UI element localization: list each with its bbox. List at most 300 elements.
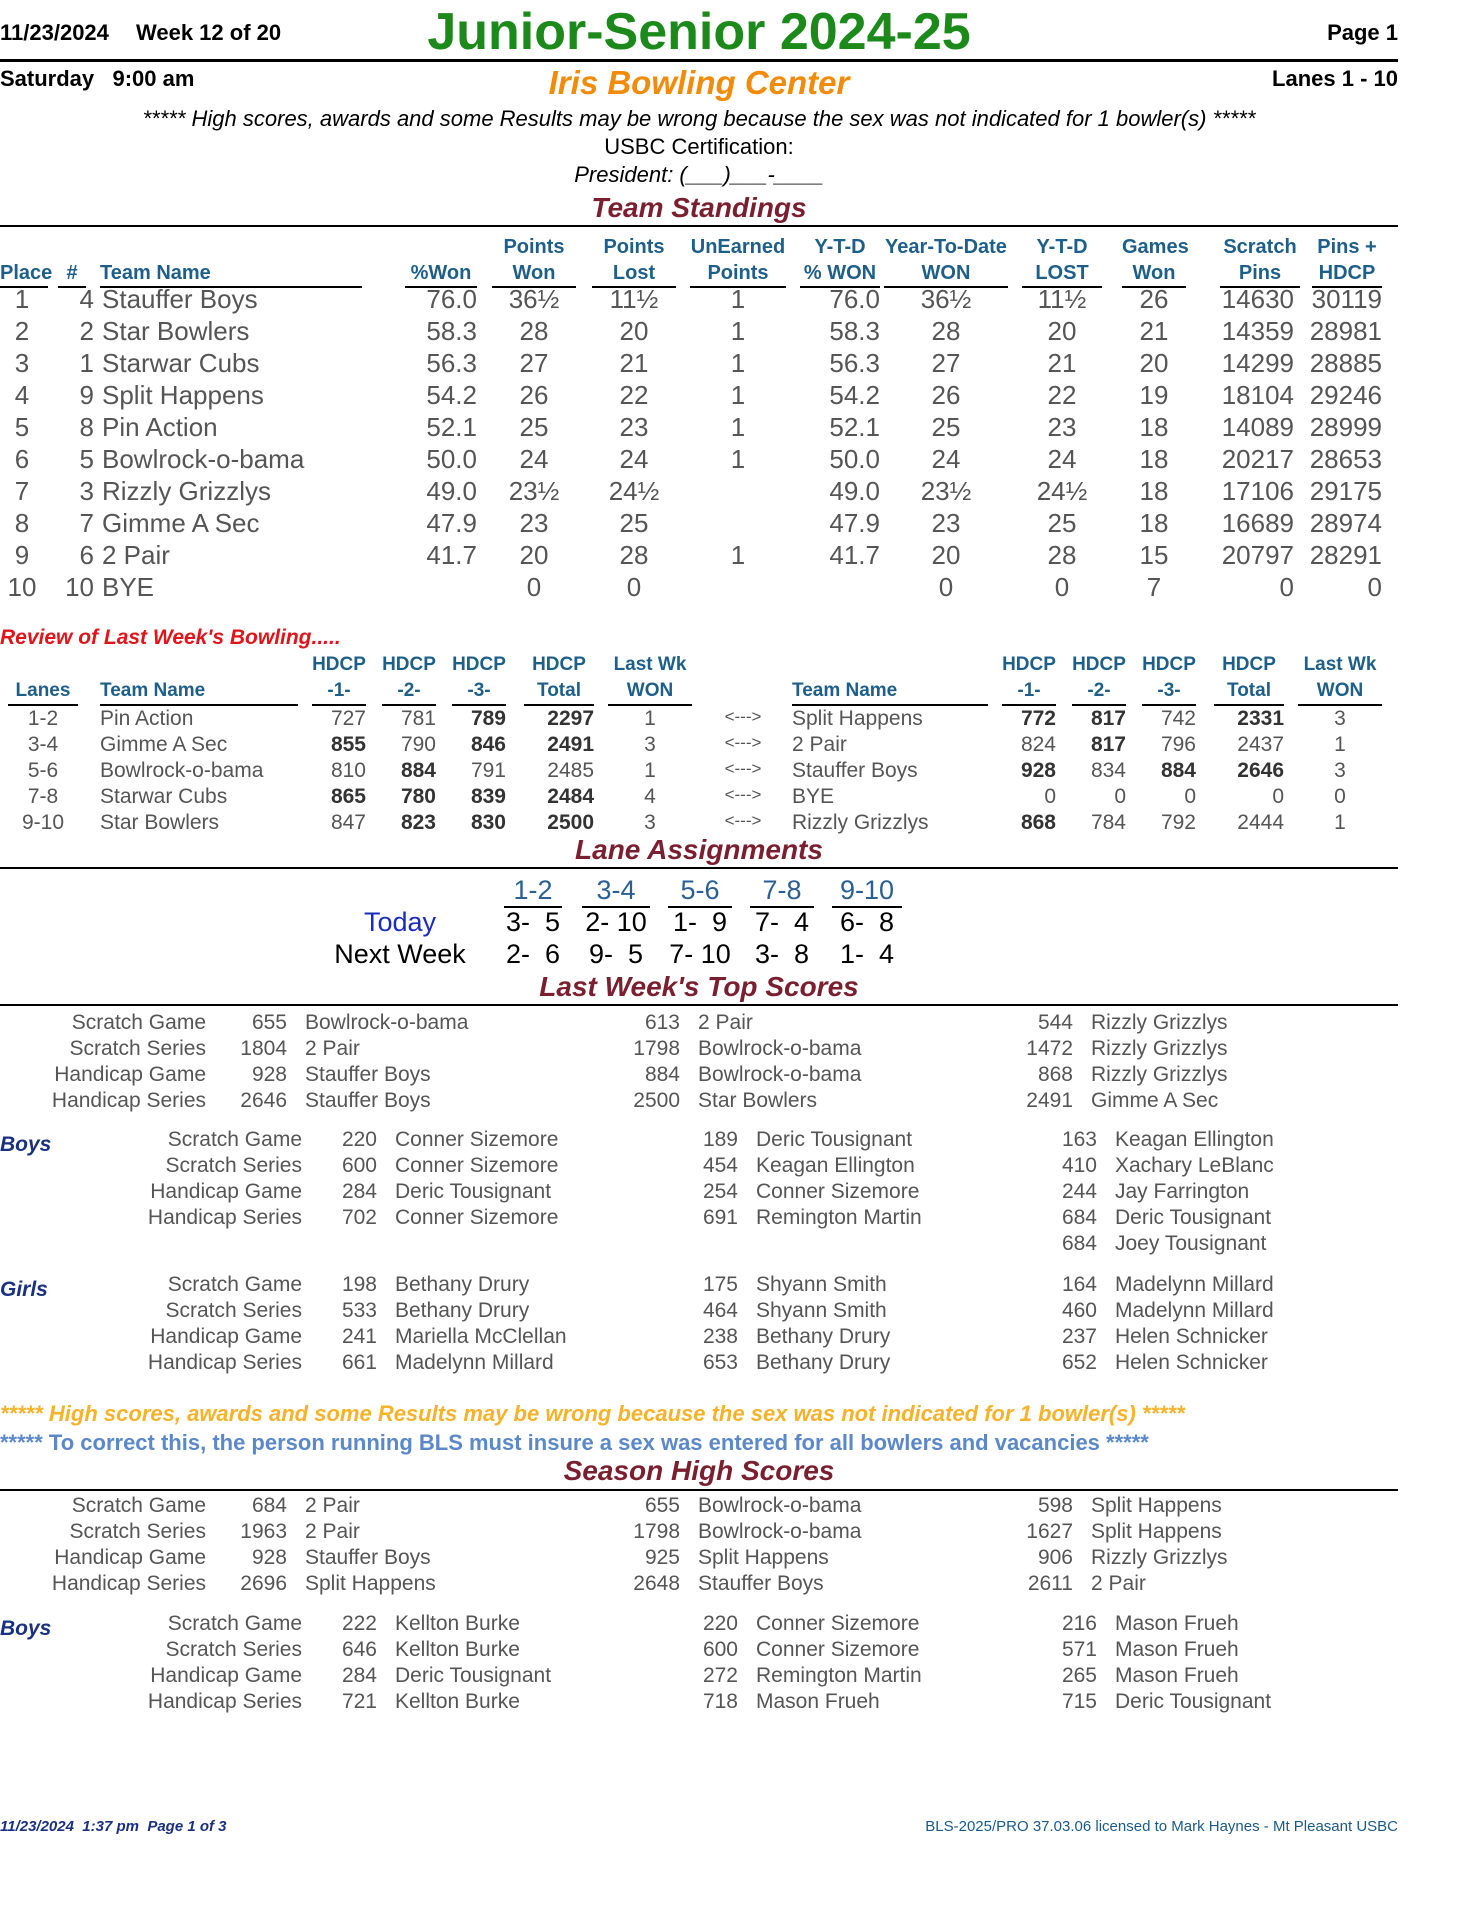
review-a-value: 4 <box>644 785 656 808</box>
col-team-name: Team Name <box>100 260 362 288</box>
review-team-a: Starwar Cubs <box>100 785 228 808</box>
standing-ytd-pct: 58.3 <box>829 316 880 346</box>
standing-place: 3 <box>14 348 30 378</box>
standing-team-name: Pin Action <box>102 412 218 442</box>
standing-pins-hdcp: 28981 <box>1309 316 1382 346</box>
review-b-value: 0 <box>1334 785 1346 808</box>
score-value: 702 <box>341 1206 377 1229</box>
standing-pct-won: 49.0 <box>426 476 477 506</box>
col-pins-hdcp: Pins + HDCP <box>1312 234 1382 288</box>
score-holder: Deric Tousignant <box>1115 1206 1272 1229</box>
review-team-a: Star Bowlers <box>100 811 220 834</box>
score-value: 163 <box>1061 1128 1097 1151</box>
season-high-title: Season High Scores <box>563 1455 835 1486</box>
lane-today-match: 1- 9 <box>672 907 728 937</box>
standing-games-won: 18 <box>1139 508 1169 538</box>
score-value: 454 <box>702 1154 738 1177</box>
score-holder: Madelynn Millard <box>395 1351 554 1374</box>
review-a-value: 2484 <box>547 785 594 808</box>
score-category: Scratch Game <box>71 1011 206 1034</box>
standing-pins-hdcp: 28974 <box>1309 508 1382 538</box>
review-b-value: 928 <box>1020 759 1056 782</box>
score-value: 220 <box>341 1128 377 1151</box>
standing-unearned: 1 <box>730 540 746 570</box>
rev-col-lanes: Lanes <box>8 678 78 706</box>
score-holder: Stauffer Boys <box>305 1063 431 1086</box>
standing-ytd-pct: 54.2 <box>829 380 880 410</box>
standing-scratch-pins: 0 <box>1279 572 1294 602</box>
lane-today-match: 2- 10 <box>585 907 647 937</box>
standing-ytd-lost: 28 <box>1047 540 1077 570</box>
standing-pct-won: 50.0 <box>426 444 477 474</box>
score-holder: Xachary LeBlanc <box>1115 1154 1274 1177</box>
score-value: 684 <box>1061 1232 1097 1255</box>
rev-col-b-g2: HDCP -2- <box>1072 652 1126 706</box>
lanes-range: Lanes 1 - 10 <box>1272 66 1398 91</box>
team-standings-title: Team Standings <box>591 192 807 223</box>
review-b-value: 824 <box>1020 733 1056 756</box>
score-value: 460 <box>1061 1299 1097 1322</box>
lane-pair-header: 5-6 <box>668 875 732 908</box>
standing-unearned: 1 <box>730 380 746 410</box>
standing-ytd-won: 0 <box>938 572 954 602</box>
score-value: 265 <box>1061 1664 1097 1687</box>
score-value: 533 <box>341 1299 377 1322</box>
standing-pins-hdcp: 28653 <box>1309 444 1382 474</box>
score-value: 684 <box>251 1494 287 1517</box>
score-value: 868 <box>1037 1063 1073 1086</box>
standing-place: 5 <box>14 412 30 442</box>
score-value: 598 <box>1037 1494 1073 1517</box>
season-boys-label: Boys <box>0 1617 52 1640</box>
top-scores-title: Last Week's Top Scores <box>539 971 859 1002</box>
standing-pins-hdcp: 28999 <box>1309 412 1382 442</box>
standing-points-lost: 21 <box>619 348 649 378</box>
review-a-value: 780 <box>400 785 436 808</box>
standing-ytd-lost: 24 <box>1047 444 1077 474</box>
lane-today-match: 7- 4 <box>754 907 810 937</box>
standing-team-name: Split Happens <box>102 380 264 410</box>
review-a-value: 791 <box>470 759 506 782</box>
report-date: 11/23/2024 <box>0 20 109 45</box>
review-a-value: 781 <box>400 707 436 730</box>
score-value: 718 <box>702 1690 738 1713</box>
score-holder: Rizzly Grizzlys <box>1091 1063 1228 1086</box>
review-vs-arrow: <---> <box>724 785 762 804</box>
lane-assignments-title: Lane Assignments <box>575 834 823 865</box>
rev-col-b-g1: HDCP -1- <box>1002 652 1056 706</box>
footer-timestamp: 11/23/2024 1:37 pm Page 1 of 3 <box>0 1818 227 1835</box>
score-holder: Jay Farrington <box>1115 1180 1250 1203</box>
score-value: 284 <box>341 1180 377 1203</box>
standing-ytd-won: 27 <box>931 348 961 378</box>
score-value: 464 <box>702 1299 738 1322</box>
score-holder: Joey Tousignant <box>1115 1232 1267 1255</box>
review-a-value: 847 <box>330 811 366 834</box>
standing-pins-hdcp: 30119 <box>1311 284 1382 314</box>
review-a-value: 839 <box>470 785 506 808</box>
footer-license: BLS-2025/PRO 37.03.06 licensed to Mark Haynes - Mt Pleasant USBC <box>925 1818 1398 1835</box>
standing-scratch-pins: 14299 <box>1221 348 1294 378</box>
standing-scratch-pins: 17106 <box>1221 476 1294 506</box>
review-title: Review of Last Week's Bowling..... <box>0 626 341 649</box>
standing-ytd-pct: 47.9 <box>829 508 880 538</box>
score-value: 600 <box>702 1638 738 1661</box>
score-holder: Rizzly Grizzlys <box>1091 1011 1228 1034</box>
standing-team-name: Bowlrock-o-bama <box>102 444 305 474</box>
score-holder: Kellton Burke <box>395 1638 520 1661</box>
score-value: 272 <box>702 1664 738 1687</box>
standing-games-won: 15 <box>1139 540 1169 570</box>
standing-team-number: 10 <box>65 572 94 602</box>
standing-points-lost: 20 <box>619 316 649 346</box>
lane-pair-header: 3-4 <box>582 875 650 908</box>
standing-ytd-pct: 76.0 <box>829 284 880 314</box>
review-a-value: 830 <box>470 811 506 834</box>
lane-next-match: 7- 10 <box>669 939 731 969</box>
top-girls-label: Girls <box>0 1278 48 1301</box>
review-lanes: 3-4 <box>27 733 59 756</box>
review-b-value: 884 <box>1160 759 1196 782</box>
score-category: Handicap Game <box>150 1180 302 1203</box>
score-value: 2646 <box>240 1089 287 1112</box>
review-a-value: 2491 <box>547 733 594 756</box>
standing-points-lost: 11½ <box>609 284 659 314</box>
standing-ytd-won: 23½ <box>920 476 972 506</box>
lane-next-match: 2- 6 <box>505 939 561 969</box>
standing-place: 1 <box>14 284 30 314</box>
score-category: Handicap Series <box>51 1089 206 1112</box>
score-category: Handicap Series <box>51 1572 206 1595</box>
score-holder: Mason Frueh <box>1115 1664 1239 1687</box>
standing-ytd-won: 25 <box>931 412 961 442</box>
score-category: Handicap Game <box>150 1325 302 1348</box>
standing-points-won: 28 <box>519 316 549 346</box>
score-holder: Rizzly Grizzlys <box>1091 1546 1228 1569</box>
col-pct-won: %Won <box>405 260 477 288</box>
rev-col-b-g3: HDCP -3- <box>1142 652 1196 706</box>
score-holder: Rizzly Grizzlys <box>1091 1037 1228 1060</box>
standing-team-number: 9 <box>79 380 94 410</box>
rev-col-b-won: Last Wk WON <box>1298 652 1382 706</box>
standing-team-number: 3 <box>79 476 94 506</box>
score-value: 1798 <box>633 1520 680 1543</box>
standing-pct-won: 58.3 <box>426 316 477 346</box>
review-team-a: Gimme A Sec <box>100 733 228 756</box>
review-a-value: 2485 <box>547 759 594 782</box>
standing-points-won: 27 <box>519 348 549 378</box>
review-a-value: 1 <box>644 707 656 730</box>
score-category: Handicap Game <box>54 1546 206 1569</box>
standing-pins-hdcp: 28885 <box>1309 348 1382 378</box>
standing-points-won: 20 <box>519 540 549 570</box>
standing-unearned: 1 <box>730 284 746 314</box>
score-holder: Star Bowlers <box>698 1089 818 1112</box>
score-holder: Split Happens <box>698 1546 829 1569</box>
lane-today-match: 3- 5 <box>505 907 561 937</box>
score-holder: Deric Tousignant <box>395 1664 552 1687</box>
standing-team-name: BYE <box>102 572 155 602</box>
score-holder: Keagan Ellington <box>1115 1128 1274 1151</box>
review-vs-arrow: <---> <box>724 707 762 726</box>
lane-next-match: 1- 4 <box>839 939 895 969</box>
review-a-value: 1 <box>644 759 656 782</box>
score-category: Handicap Series <box>147 1690 302 1713</box>
standing-scratch-pins: 18104 <box>1221 380 1294 410</box>
score-holder: Conner Sizemore <box>395 1206 559 1229</box>
score-value: 410 <box>1061 1154 1097 1177</box>
review-a-value: 865 <box>330 785 366 808</box>
review-team-b: Split Happens <box>792 707 923 730</box>
col-ytd-pct: Y-T-D % WON <box>800 234 880 288</box>
col-games-won: Games Won <box>1122 234 1186 288</box>
score-value: 884 <box>644 1063 680 1086</box>
standing-points-won: 23½ <box>508 476 560 506</box>
score-holder: Helen Schnicker <box>1115 1351 1268 1374</box>
score-value: 1627 <box>1026 1520 1073 1543</box>
review-b-value: 2331 <box>1237 707 1284 730</box>
standing-games-won: 18 <box>1139 444 1169 474</box>
score-holder: Deric Tousignant <box>395 1180 552 1203</box>
standing-points-lost: 22 <box>619 380 649 410</box>
standing-points-won: 24 <box>519 444 549 474</box>
review-b-value: 2444 <box>1237 811 1284 834</box>
score-holder: Stauffer Boys <box>698 1572 824 1595</box>
score-category: Scratch Game <box>167 1128 302 1151</box>
review-vs-arrow: <---> <box>724 759 762 778</box>
score-holder: Bowlrock-o-bama <box>698 1063 862 1086</box>
col-ytd-lost: Y-T-D LOST <box>1022 234 1102 288</box>
col-points-lost: Points Lost <box>592 234 676 288</box>
score-holder: Stauffer Boys <box>305 1546 431 1569</box>
standing-ytd-lost: 11½ <box>1037 284 1087 314</box>
score-holder: Bethany Drury <box>756 1351 891 1374</box>
review-lanes: 5-6 <box>27 759 59 782</box>
standing-points-lost: 24½ <box>608 476 660 506</box>
score-category: Scratch Game <box>167 1273 302 1296</box>
score-value: 928 <box>251 1546 287 1569</box>
review-b-value: 0 <box>1044 785 1056 808</box>
standing-team-number: 4 <box>79 284 94 314</box>
score-value: 254 <box>702 1180 738 1203</box>
review-b-value: 0 <box>1272 785 1284 808</box>
score-value: 1804 <box>240 1037 287 1060</box>
rev-col-a-total: HDCP Total <box>524 652 594 706</box>
standing-pct-won: 56.3 <box>426 348 477 378</box>
review-b-value: 792 <box>1160 811 1196 834</box>
standing-team-number: 8 <box>79 412 94 442</box>
standing-games-won: 21 <box>1139 316 1169 346</box>
rev-col-team-a: Team Name <box>100 678 298 706</box>
score-category: Handicap Game <box>54 1063 206 1086</box>
standing-place: 2 <box>14 316 30 346</box>
standing-pct-won: 41.7 <box>426 540 477 570</box>
standing-points-lost: 23 <box>619 412 649 442</box>
score-value: 721 <box>341 1690 377 1713</box>
standing-points-lost: 28 <box>619 540 649 570</box>
score-value: 284 <box>341 1664 377 1687</box>
score-value: 684 <box>1061 1206 1097 1229</box>
standing-ytd-won: 23 <box>931 508 961 538</box>
score-holder: Keagan Ellington <box>756 1154 915 1177</box>
rev-col-a-g3: HDCP -3- <box>452 652 506 706</box>
score-holder: Split Happens <box>305 1572 436 1595</box>
review-lanes: 7-8 <box>27 785 59 808</box>
score-holder: Helen Schnicker <box>1115 1325 1268 1348</box>
standing-ytd-pct: 56.3 <box>829 348 880 378</box>
score-value: 715 <box>1061 1690 1097 1713</box>
standing-team-number: 5 <box>79 444 94 474</box>
lane-next-match: 3- 8 <box>754 939 810 969</box>
standing-pins-hdcp: 0 <box>1367 572 1382 602</box>
review-b-value: 784 <box>1090 811 1126 834</box>
review-a-value: 2297 <box>547 707 594 730</box>
score-value: 216 <box>1061 1612 1097 1635</box>
score-value: 652 <box>1061 1351 1097 1374</box>
standing-points-won: 0 <box>526 572 542 602</box>
standing-scratch-pins: 14359 <box>1221 316 1294 346</box>
league-title: Junior-Senior 2024-25 <box>427 3 971 61</box>
score-value: 241 <box>341 1325 377 1348</box>
standing-pct-won: 54.2 <box>426 380 477 410</box>
score-holder: Gimme A Sec <box>1091 1089 1219 1112</box>
standing-points-won: 26 <box>519 380 549 410</box>
review-b-value: 742 <box>1160 707 1196 730</box>
score-value: 646 <box>341 1638 377 1661</box>
standing-unearned: 1 <box>730 412 746 442</box>
score-holder: Mason Frueh <box>1115 1612 1239 1635</box>
standing-pins-hdcp: 29246 <box>1309 380 1382 410</box>
review-a-value: 790 <box>400 733 436 756</box>
score-value: 2611 <box>1027 1572 1073 1595</box>
review-a-value: 727 <box>330 707 366 730</box>
review-b-value: 817 <box>1090 707 1126 730</box>
review-vs-arrow: <---> <box>724 733 762 752</box>
score-category: Handicap Game <box>150 1664 302 1687</box>
score-holder: Split Happens <box>1091 1520 1222 1543</box>
score-holder: Conner Sizemore <box>756 1638 920 1661</box>
standing-team-name: Stauffer Boys <box>102 284 258 314</box>
score-category: Scratch Game <box>167 1612 302 1635</box>
score-value: 2648 <box>633 1572 680 1595</box>
col-scratch-pins: Scratch Pins <box>1220 234 1300 288</box>
score-value: 1963 <box>240 1520 287 1543</box>
col-unearned: UnEarned Points <box>690 234 786 288</box>
score-value: 613 <box>644 1011 680 1034</box>
score-holder: Bowlrock-o-bama <box>698 1037 862 1060</box>
sex-warning-note: ***** High scores, awards and some Results may be wrong because the sex was not indicated for 1 bowler(s) ***** <box>142 106 1256 131</box>
score-holder: Remington Martin <box>756 1206 922 1229</box>
score-value: 928 <box>251 1063 287 1086</box>
score-holder: Deric Tousignant <box>1115 1690 1272 1713</box>
review-team-b: Stauffer Boys <box>792 759 918 782</box>
standing-ytd-lost: 0 <box>1054 572 1070 602</box>
score-value: 189 <box>702 1128 738 1151</box>
score-value: 238 <box>702 1325 738 1348</box>
standing-ytd-pct: 49.0 <box>829 476 880 506</box>
score-value: 1472 <box>1026 1037 1073 1060</box>
score-holder: Bowlrock-o-bama <box>305 1011 469 1034</box>
review-team-b: 2 Pair <box>792 733 847 756</box>
score-holder: Remington Martin <box>756 1664 922 1687</box>
score-holder: Shyann Smith <box>756 1273 887 1296</box>
score-holder: 2 Pair <box>305 1494 360 1517</box>
page-number: Page 1 <box>1327 20 1398 45</box>
standing-ytd-lost: 24½ <box>1036 476 1088 506</box>
standing-points-lost: 0 <box>626 572 642 602</box>
standing-place: 4 <box>14 380 30 410</box>
review-team-b: Rizzly Grizzlys <box>792 811 929 834</box>
standing-team-number: 1 <box>79 348 94 378</box>
review-b-value: 3 <box>1334 707 1346 730</box>
lane-pair-header: 9-10 <box>832 875 902 908</box>
score-value: 653 <box>702 1351 738 1374</box>
top-boys-label: Boys <box>0 1133 52 1156</box>
standing-games-won: 18 <box>1139 412 1169 442</box>
score-value: 2500 <box>633 1089 680 1112</box>
review-b-value: 796 <box>1160 733 1196 756</box>
standing-points-lost: 25 <box>619 508 649 538</box>
standing-ytd-lost: 23 <box>1047 412 1077 442</box>
review-a-value: 884 <box>400 759 436 782</box>
review-lanes: 1-2 <box>27 707 59 730</box>
score-value: 175 <box>702 1273 738 1296</box>
review-a-value: 810 <box>330 759 366 782</box>
score-holder: Deric Tousignant <box>756 1128 913 1151</box>
day-time: Saturday 9:00 am <box>0 66 195 91</box>
score-holder: 2 Pair <box>305 1520 360 1543</box>
review-b-value: 3 <box>1334 759 1346 782</box>
score-value: 1798 <box>633 1037 680 1060</box>
score-category: Scratch Series <box>165 1154 302 1177</box>
score-holder: Split Happens <box>1091 1494 1222 1517</box>
score-holder: Mason Frueh <box>1115 1638 1239 1661</box>
score-value: 925 <box>644 1546 680 1569</box>
score-holder: Bethany Drury <box>756 1325 891 1348</box>
rev-col-a-g2: HDCP -2- <box>382 652 436 706</box>
col-ytd-won: Year-To-Date WON <box>884 234 1008 288</box>
score-holder: Stauffer Boys <box>305 1089 431 1112</box>
score-category: Handicap Series <box>147 1351 302 1374</box>
standing-points-won: 23 <box>519 508 549 538</box>
standing-pins-hdcp: 28291 <box>1309 540 1382 570</box>
standing-ytd-won: 20 <box>931 540 961 570</box>
review-b-value: 817 <box>1090 733 1126 756</box>
standing-unearned: 1 <box>730 444 746 474</box>
review-b-value: 2437 <box>1237 733 1284 756</box>
standing-games-won: 18 <box>1139 476 1169 506</box>
review-a-value: 3 <box>644 733 656 756</box>
standing-scratch-pins: 16689 <box>1221 508 1294 538</box>
review-lanes: 9-10 <box>21 811 65 834</box>
standing-unearned: 1 <box>730 316 746 346</box>
review-b-value: 2646 <box>1237 759 1284 782</box>
score-value: 600 <box>341 1154 377 1177</box>
score-holder: 2 Pair <box>305 1037 360 1060</box>
score-holder: 2 Pair <box>698 1011 753 1034</box>
review-team-a: Pin Action <box>100 707 194 730</box>
standing-ytd-won: 36½ <box>920 284 972 314</box>
lane-next-match: 9- 5 <box>588 939 644 969</box>
score-holder: Conner Sizemore <box>756 1180 920 1203</box>
standing-team-number: 6 <box>79 540 94 570</box>
standing-games-won: 26 <box>1139 284 1169 314</box>
rev-col-a-won: Last Wk WON <box>608 652 692 706</box>
rev-col-a-g1: HDCP -1- <box>312 652 366 706</box>
score-category: Scratch Series <box>165 1638 302 1661</box>
score-value: 164 <box>1061 1273 1097 1296</box>
standing-place: 7 <box>14 476 30 506</box>
